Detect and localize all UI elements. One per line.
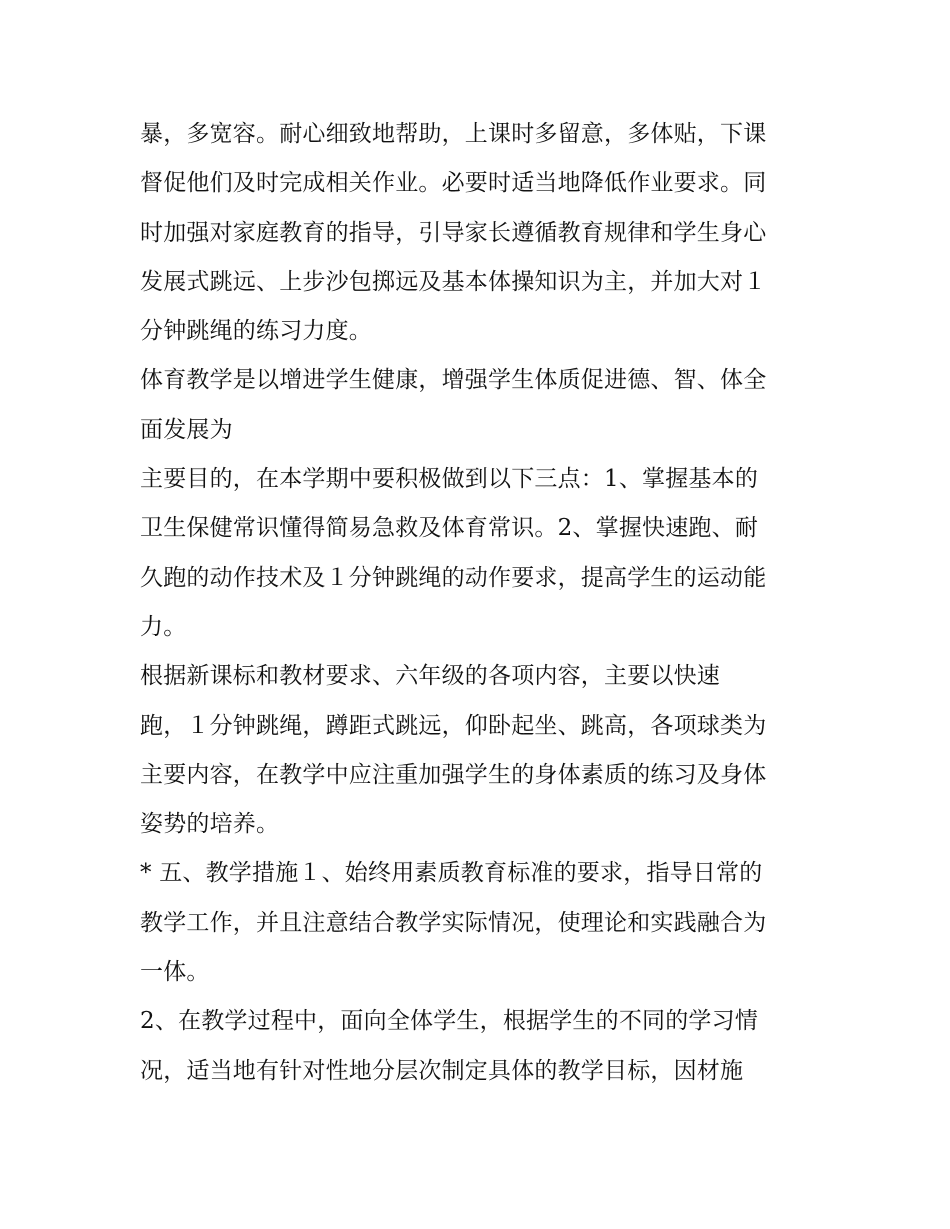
text-line: 时加强对家庭教育的指导，引导家长遵循教育规律和学生身心 — [140, 219, 767, 246]
text-line: 根据新课标和教材要求、六年级的各项内容，主要以快速 — [140, 663, 720, 690]
text-line: 体育教学是以增进学生健康，增强学生体质促进德、智、体全 — [140, 367, 767, 394]
text-line: 姿势的培养。 — [140, 811, 280, 838]
text-line: 跑，１分钟跳绳，蹲距式跳远，仰卧起坐、跳高，各项球类为 — [140, 712, 767, 739]
text-line: 教学工作，并且注意结合教学实际情况，使理论和实践融合为 — [140, 909, 767, 936]
text-line: 卫生保健常识懂得简易急救及体育常识。2、掌握快速跑、耐 — [140, 515, 759, 542]
text-line: * 五、教学措施１、始终用素质教育标准的要求，指导日常的 — [140, 860, 763, 887]
text-line: 发展式跳远、上步沙包掷远及基本体操知识为主，并加大对１ — [140, 268, 767, 295]
text-line: 久跑的动作技术及１分钟跳绳的动作要求，提高学生的运动能 — [140, 564, 767, 591]
text-line: 2、在教学过程中，面向全体学生，根据学生的不同的学习情 — [140, 1008, 759, 1035]
text-line: 一体。 — [140, 959, 210, 986]
text-line: 面发展为 — [140, 416, 233, 443]
text-line: 主要内容，在教学中应注重加强学生的身体素质的练习及身体 — [140, 761, 767, 788]
text-line: 督促他们及时完成相关作业。必要时适当地降低作业要求。同 — [140, 170, 767, 197]
text-line: 况，适当地有针对性地分层次制定具体的教学目标，因材施 — [140, 1057, 744, 1084]
body-text — [140, 110, 820, 1096]
text-line: 主要目的，在本学期中要积极做到以下三点：1、掌握基本的 — [140, 466, 759, 493]
text-line: 分钟跳绳的练习力度。 — [140, 318, 372, 345]
text-line: 力。 — [140, 613, 187, 640]
text-line: 暴，多宽容。耐心细致地帮助，上课时多留意，多体贴，下课 — [140, 121, 767, 147]
